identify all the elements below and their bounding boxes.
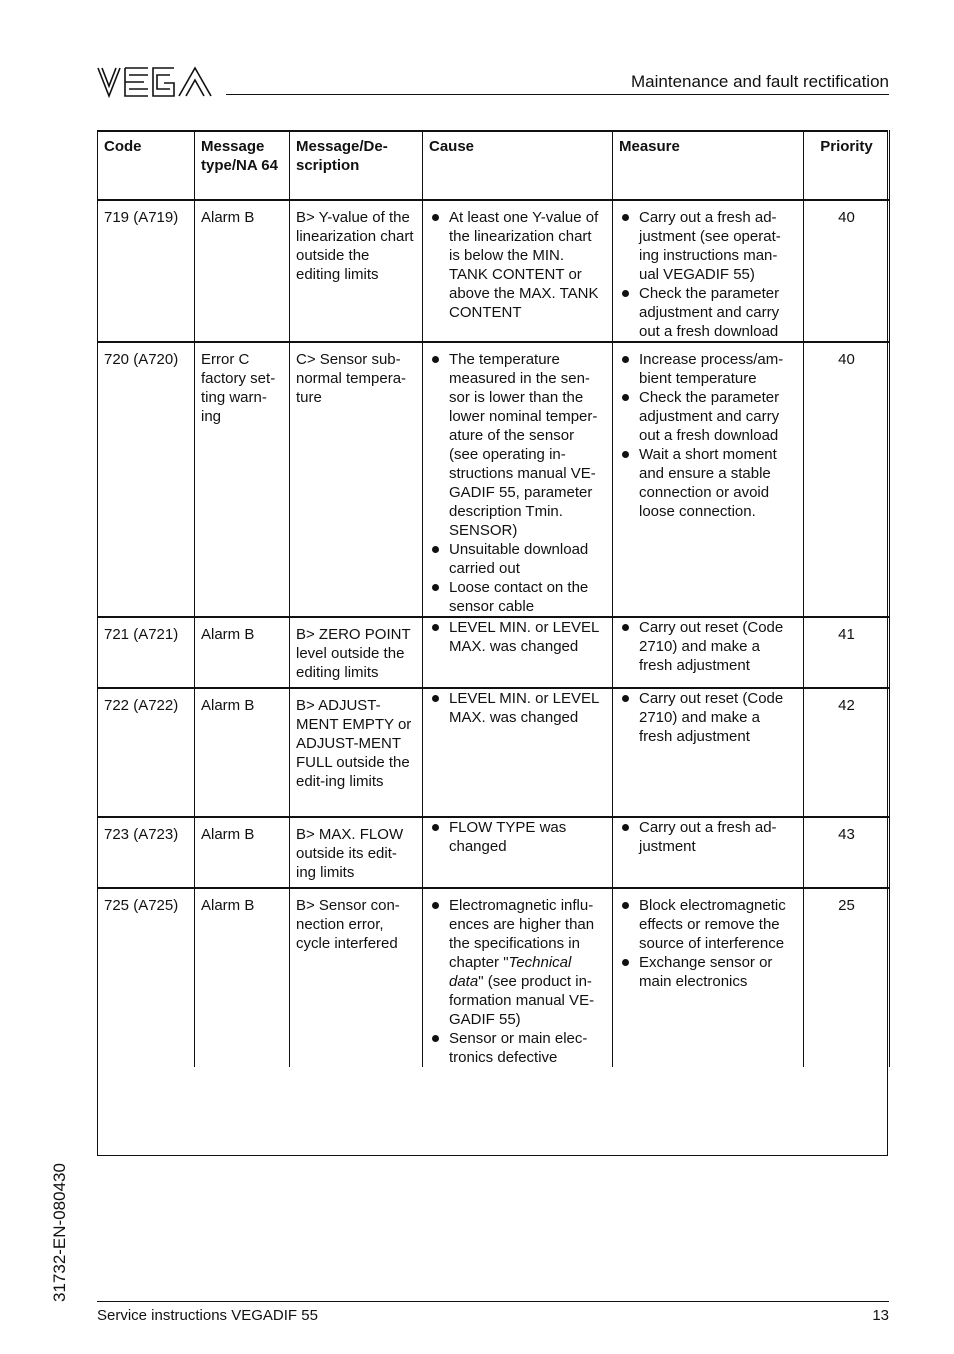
cell-message-type: Alarm B — [195, 688, 290, 817]
col-header-message-type: Message type/NA 64 — [195, 130, 290, 200]
cell-priority: 42 — [804, 688, 890, 817]
measure-item: Exchange sensor or main electronics — [619, 953, 797, 991]
measure-item: Carry out a fresh ad-justment (see operat-ing instructions man-ual VEGADIF 55) — [619, 208, 797, 284]
cause-item: LEVEL MIN. or LEVEL MAX. was changed — [429, 689, 606, 727]
cell-cause — [423, 342, 613, 617]
cell-code: 722 (A722) — [98, 688, 195, 817]
cell-message: B> ADJUST-MENT EMPTY or ADJUST-MENT FULL outside the edit-ing limits — [290, 688, 423, 817]
cause-item: LEVEL MIN. or LEVEL MAX. was changed — [429, 618, 606, 656]
cell-priority: 40 — [804, 342, 890, 617]
cell-measure — [613, 342, 804, 617]
cell-priority: 43 — [804, 817, 890, 888]
table-row — [98, 688, 890, 817]
cause-item — [429, 896, 606, 1029]
table-header-row — [98, 130, 890, 200]
cell-priority: 41 — [804, 617, 890, 688]
cell-code: 725 (A725) — [98, 888, 195, 1067]
table-row — [98, 888, 890, 1067]
measure-item: Carry out reset (Code 2710) and make a fresh adjustment — [619, 689, 797, 746]
cause-item: FLOW TYPE was changed — [429, 818, 606, 856]
cell-message-type: Alarm B — [195, 888, 290, 1067]
measure-item: Check the parameter adjustment and carry out a fresh download — [619, 284, 797, 341]
cell-cause — [423, 688, 613, 817]
cell-cause — [423, 617, 613, 688]
cause-text: " (see product in-formation manual VE-GADIF 55) — [449, 973, 595, 1028]
col-header-code: Code — [98, 130, 195, 200]
measure-item: Increase process/am-bient temperature — [619, 350, 797, 388]
table-row — [98, 817, 890, 888]
col-header-cause: Cause — [423, 130, 613, 200]
cell-code: 720 (A720) — [98, 342, 195, 617]
cause-item: At least one Y-value of the linearization chart is below the MIN. TANK CONTENT or above the MAX. TANK CONTENT — [429, 208, 606, 322]
cell-measure — [613, 200, 804, 342]
measure-item: Block electromagnetic effects or remove the source of interference — [619, 896, 797, 953]
cell-message-type: Alarm B — [195, 617, 290, 688]
fault-table — [97, 130, 890, 1067]
cause-item: Unsuitable download carried out — [429, 540, 606, 578]
cell-cause — [423, 817, 613, 888]
measure-item: Carry out a fresh ad-justment — [619, 818, 797, 856]
document-id: 31732-EN-080430 — [50, 1163, 69, 1302]
header-divider — [226, 94, 889, 95]
cell-message-type: Error C factory set-ting warn-ing — [195, 342, 290, 617]
cell-message-type: Alarm B — [195, 817, 290, 888]
cell-message: B> MAX. FLOW outside its edit-ing limits — [290, 817, 423, 888]
cell-measure — [613, 888, 804, 1067]
cell-message: B> Y-value of the linearization chart outside the editing limits — [290, 200, 423, 342]
cell-priority: 40 — [804, 200, 890, 342]
col-header-measure: Measure — [613, 130, 804, 200]
measure-item: Wait a short moment and ensure a stable connection or avoid loose connection. — [619, 445, 797, 521]
cell-cause — [423, 888, 613, 1067]
cell-code: 719 (A719) — [98, 200, 195, 342]
table-row — [98, 342, 890, 617]
cell-measure — [613, 688, 804, 817]
col-header-message-description: Message/De-scription — [290, 130, 423, 200]
page-number: 13 — [872, 1307, 889, 1324]
cause-text-italic: Technical data — [449, 954, 572, 990]
cell-code: 721 (A721) — [98, 617, 195, 688]
cell-message-type: Alarm B — [195, 200, 290, 342]
cell-priority: 25 — [804, 888, 890, 1067]
cause-item: Sensor or main elec-tronics defective — [429, 1029, 606, 1067]
cell-measure — [613, 817, 804, 888]
cause-text: Electromagnetic influ-ences are higher than the specifications in chapter " — [449, 897, 595, 971]
footer-divider — [97, 1301, 889, 1302]
cell-message: B> ZERO POINT level outside the editing limits — [290, 617, 423, 688]
table-row — [98, 617, 890, 688]
measure-item: Carry out reset (Code 2710) and make a fresh adjustment — [619, 618, 797, 675]
cell-code: 723 (A723) — [98, 817, 195, 888]
cause-item: Loose contact on the sensor cable — [429, 578, 606, 616]
cell-cause — [423, 200, 613, 342]
cause-item: The temperature measured in the sen-sor is lower than the lower nominal temper-ature of the sensor (see operating in-structions manual VE-GADIF 55, parameter description Tmin. SENSOR) — [429, 350, 606, 540]
table-row — [98, 200, 890, 342]
footer-doc-title: Service instructions VEGADIF 55 — [97, 1307, 318, 1324]
measure-item: Check the parameter adjustment and carry out a fresh download — [619, 388, 797, 445]
section-title: Maintenance and fault rectification — [631, 72, 889, 91]
cell-message: B> Sensor con-nection error, cycle interfered — [290, 888, 423, 1067]
cell-measure — [613, 617, 804, 688]
col-header-priority: Priority — [804, 130, 890, 200]
vega-logo — [96, 66, 214, 98]
cell-message: C> Sensor sub-normal tempera-ture — [290, 342, 423, 617]
